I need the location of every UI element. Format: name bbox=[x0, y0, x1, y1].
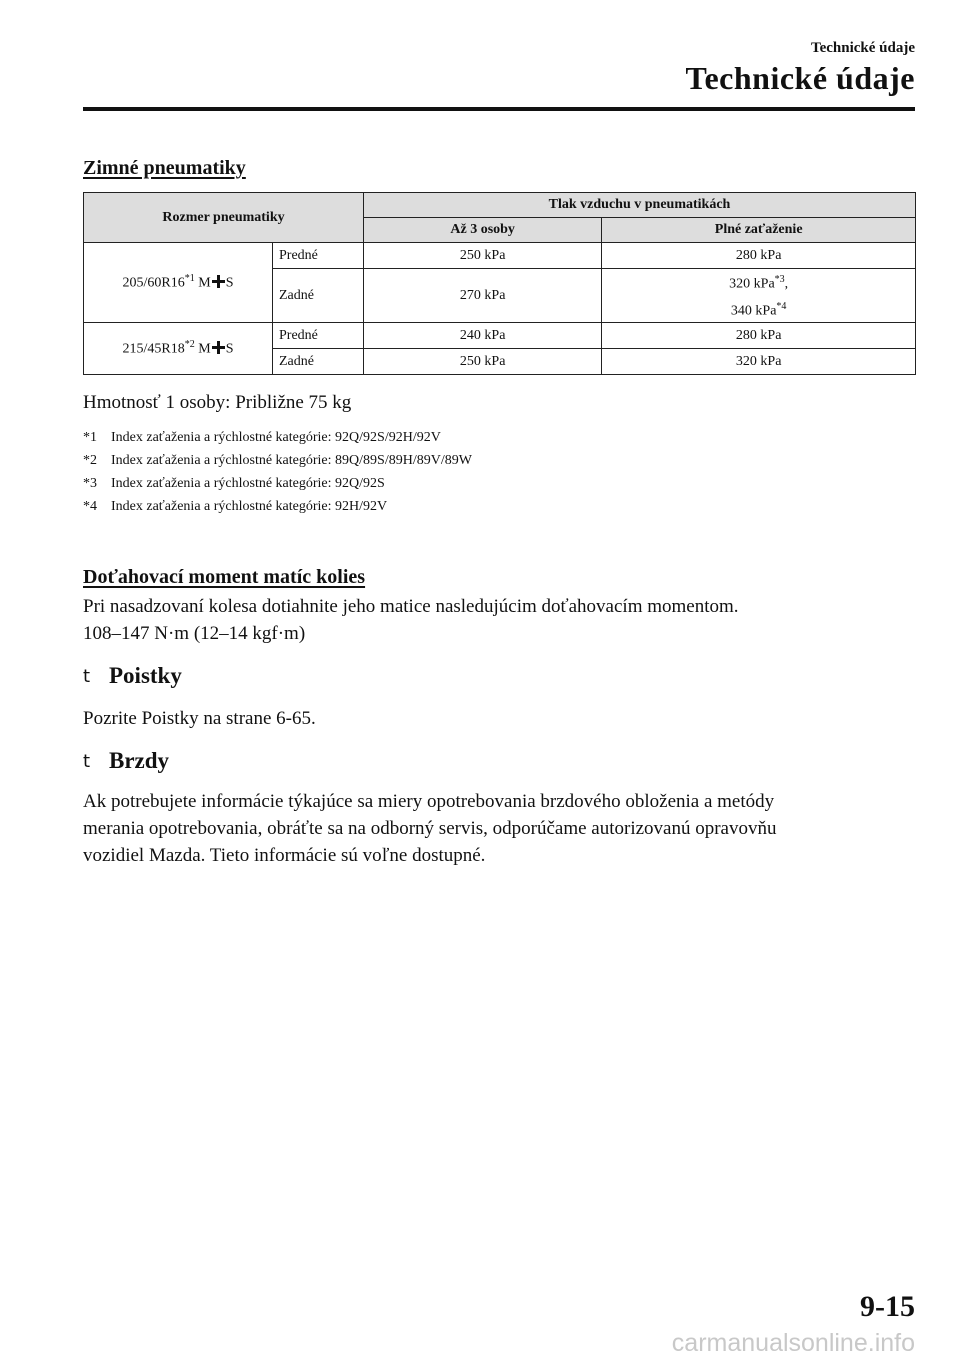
col-full-load: Plné zaťaženie bbox=[602, 218, 916, 243]
value-separator: , bbox=[784, 276, 789, 292]
winter-tire-pressure-table bbox=[83, 192, 916, 375]
footnote bbox=[83, 426, 916, 449]
footnote-mark: *3 bbox=[83, 476, 97, 492]
pressure-value: 340 kPa bbox=[730, 303, 777, 319]
footnotes bbox=[83, 426, 916, 518]
page-content bbox=[83, 157, 916, 869]
torque-heading: Doťahovací moment matíc kolies bbox=[83, 566, 366, 589]
mud-snow-plus-icon bbox=[212, 341, 225, 354]
table-row bbox=[84, 243, 916, 269]
col-tire-size: Rozmer pneumatiky bbox=[84, 193, 364, 243]
fuses-title: Poistky bbox=[109, 663, 182, 689]
running-header: Technické údaje bbox=[810, 40, 915, 56]
footnote bbox=[83, 449, 916, 472]
footnote-text: Index zaťaženia a rýchlostné kategórie: 89Q/89S/89H/89V/89W bbox=[111, 453, 472, 469]
col-tire-pressure: Tlak vzduchu v pneumatikách bbox=[364, 193, 916, 218]
brakes-title: Brzdy bbox=[109, 748, 170, 774]
bullet-icon: t bbox=[83, 665, 91, 687]
footnote-mark: *2 bbox=[83, 453, 97, 469]
page-number: 9-15 bbox=[860, 1290, 915, 1323]
person-weight-note: Hmotnosť 1 osoby: Približne 75 kg bbox=[83, 392, 352, 414]
winter-tires-heading: Zimné pneumatiky bbox=[83, 157, 246, 179]
pressure-full: 280 kPa bbox=[602, 243, 916, 269]
bullet-icon: t bbox=[83, 750, 91, 772]
footnote-mark: *4 bbox=[83, 499, 97, 515]
watermark: carmanualsonline.info bbox=[671, 1329, 915, 1357]
footnote-ref: *3 bbox=[774, 274, 785, 285]
footnote bbox=[83, 472, 916, 495]
ms-m: M bbox=[198, 275, 211, 291]
torque-text: Pri nasadzovaní kolesa dotiahnite jeho matice nasledujúcim doťahovacím momentom. bbox=[83, 596, 739, 618]
col-up-to-3: Až 3 osoby bbox=[364, 218, 602, 243]
brakes-text-line: merania opotrebovania, obráťte sa na odborný servis, odporúčame autorizovanú opravovňu bbox=[83, 818, 777, 840]
pressure-full: 320 kPa bbox=[602, 349, 916, 375]
brakes-text-line: Ak potrebujete informácie týkajúce sa miery opotrebovania brzdového obloženia a metódy bbox=[83, 791, 775, 813]
tire-size: 205/60R16 bbox=[122, 275, 185, 291]
tire-size-cell bbox=[84, 323, 273, 375]
table-row bbox=[84, 323, 916, 349]
fuses-heading bbox=[83, 663, 916, 689]
pressure-up-to-3: 250 kPa bbox=[364, 243, 602, 269]
footnote-ref: *2 bbox=[184, 339, 195, 351]
brakes-text-line: vozidiel Mazda. Tieto informácie sú voľne dostupné. bbox=[83, 845, 486, 867]
pressure-full bbox=[602, 269, 916, 323]
header-rule bbox=[83, 107, 915, 111]
footnote-ref: *4 bbox=[776, 300, 787, 312]
tire-size-cell bbox=[84, 243, 273, 323]
pressure-up-to-3: 240 kPa bbox=[364, 323, 602, 349]
table-header-row bbox=[84, 193, 916, 218]
pressure-up-to-3: 270 kPa bbox=[364, 269, 602, 323]
brakes-paragraph bbox=[83, 788, 916, 869]
brakes-heading bbox=[83, 748, 916, 774]
footnote bbox=[83, 495, 916, 518]
position-front: Predné bbox=[273, 243, 364, 269]
footnote-text: Index zaťaženia a rýchlostné kategórie: 92H/92V bbox=[111, 499, 388, 515]
pressure-full: 280 kPa bbox=[602, 323, 916, 349]
mud-snow-plus-icon bbox=[212, 275, 225, 288]
position-front: Predné bbox=[273, 323, 364, 349]
ms-s: S bbox=[225, 342, 234, 358]
ms-s: S bbox=[225, 275, 234, 291]
page-title: Technické údaje bbox=[685, 60, 915, 96]
footnote-mark: *1 bbox=[83, 430, 97, 446]
fuses-reference: Pozrite Poistky na strane 6-65. bbox=[83, 708, 316, 730]
position-rear: Zadné bbox=[273, 349, 364, 375]
tire-size: 215/45R18 bbox=[122, 342, 185, 358]
footnote-ref: *1 bbox=[184, 273, 195, 285]
footnote-text: Index zaťaženia a rýchlostné kategórie: 92Q/92S/92H/92V bbox=[111, 430, 441, 446]
torque-value: 108–147 N·m (12–14 kgf·m) bbox=[83, 623, 306, 645]
footnote-text: Index zaťaženia a rýchlostné kategórie: 92Q/92S bbox=[111, 476, 385, 492]
pressure-up-to-3: 250 kPa bbox=[364, 349, 602, 375]
pressure-value: 320 kPa bbox=[729, 276, 775, 292]
position-rear: Zadné bbox=[273, 269, 364, 323]
ms-m: M bbox=[198, 342, 211, 358]
